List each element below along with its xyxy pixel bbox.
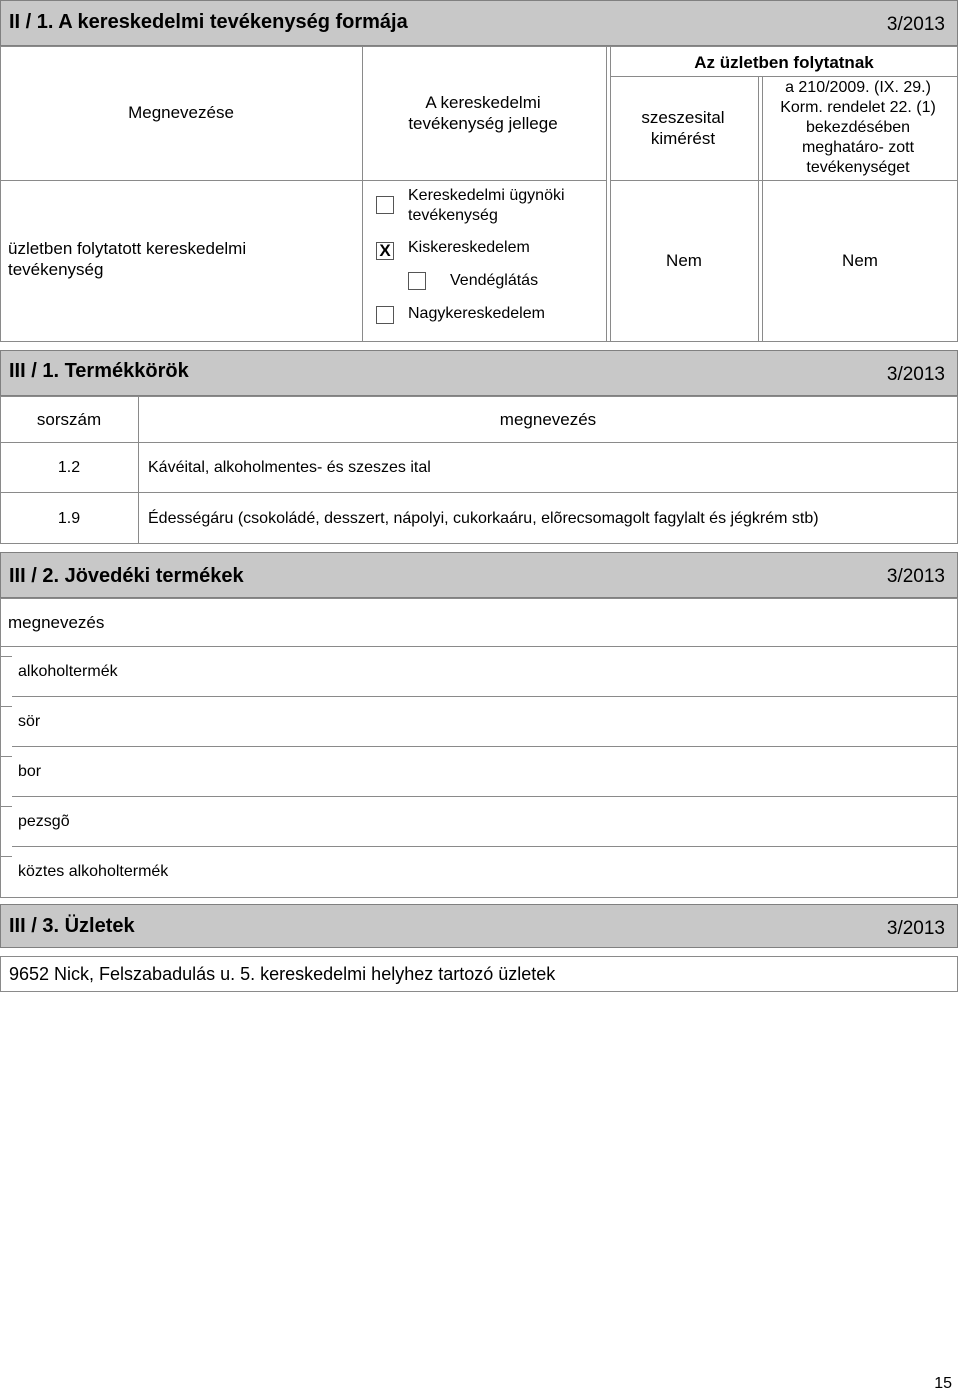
excise-item: alkoholtermék: [18, 663, 118, 680]
excise-item: sör: [18, 713, 41, 730]
section-header-shops: [0, 904, 958, 948]
product-row-name: Kávéital, alkoholmentes- és szeszes ital: [148, 459, 431, 476]
row-label-shop-activity: üzletben folytatott kereskedelmi tevékenység: [8, 239, 247, 279]
column-header-activity-type: A kereskedelmi tevékenység jellege: [408, 93, 558, 133]
section-year: 3/2013: [886, 918, 945, 939]
checkbox-retail[interactable]: X: [376, 242, 394, 260]
column-header-serial: sorszám: [36, 410, 102, 429]
section-header-excise-products: [0, 552, 958, 598]
section-year: 3/2013: [886, 14, 945, 35]
section-header-product-groups: [0, 350, 958, 396]
product-row-number: 1.2: [57, 459, 81, 476]
decree-value: Nem: [842, 251, 878, 270]
alcohol-value: Nem: [666, 251, 702, 270]
checkbox-wholesale[interactable]: [376, 306, 394, 324]
section-title: III / 3. Üzletek: [9, 915, 135, 937]
column-header-alcohol: szeszesital kimérést: [641, 108, 725, 148]
section-title: III / 1. Termékkörök: [9, 360, 189, 382]
checkbox-catering[interactable]: [408, 272, 426, 290]
product-row-name: Édességáru (csokoládé, desszert, nápolyi, cukorkaáru, elõrecsomagolt fagylalt és jégkrém stb): [148, 510, 819, 527]
shops-text: 9652 Nick, Felszabadulás u. 5. kereskedelmi helyhez tartozó üzletek: [9, 964, 556, 984]
shops-row: [0, 956, 958, 992]
checkbox-agent-activity[interactable]: [376, 196, 394, 214]
option-label-agent-activity: Kereskedelmi ügynöki tevékenység: [408, 187, 565, 224]
section-title: III / 2. Jövedéki termékek: [9, 565, 244, 587]
option-label-wholesale: Nagykereskedelem: [408, 305, 545, 322]
section-year: 3/2013: [886, 566, 945, 587]
column-group-header: Az üzletben folytatnak: [694, 53, 874, 72]
excise-item: pezsgõ: [18, 813, 70, 830]
column-header-decree: a 210/2009. (IX. 29.) Korm. rendelet 22. (1) bekezdésében meghatáro- zott tevékenységet: [780, 79, 936, 176]
product-row-number: 1.9: [57, 510, 81, 527]
section-year: 3/2013: [886, 364, 945, 385]
option-label-catering: Vendéglátás: [450, 272, 539, 289]
excise-products-table: [0, 598, 958, 898]
page-number: 15: [934, 1375, 952, 1392]
section-title: II / 1. A kereskedelmi tevékenység formája: [9, 11, 408, 33]
section-header-activity-form: [0, 0, 958, 46]
excise-item: köztes alkoholtermék: [18, 863, 169, 880]
option-label-retail: Kiskereskedelem: [408, 239, 530, 256]
column-header-name: megnevezés: [8, 613, 105, 632]
column-header-name: megnevezés: [499, 410, 597, 429]
column-header-name: Megnevezése: [128, 103, 234, 122]
excise-item: bor: [18, 763, 42, 780]
